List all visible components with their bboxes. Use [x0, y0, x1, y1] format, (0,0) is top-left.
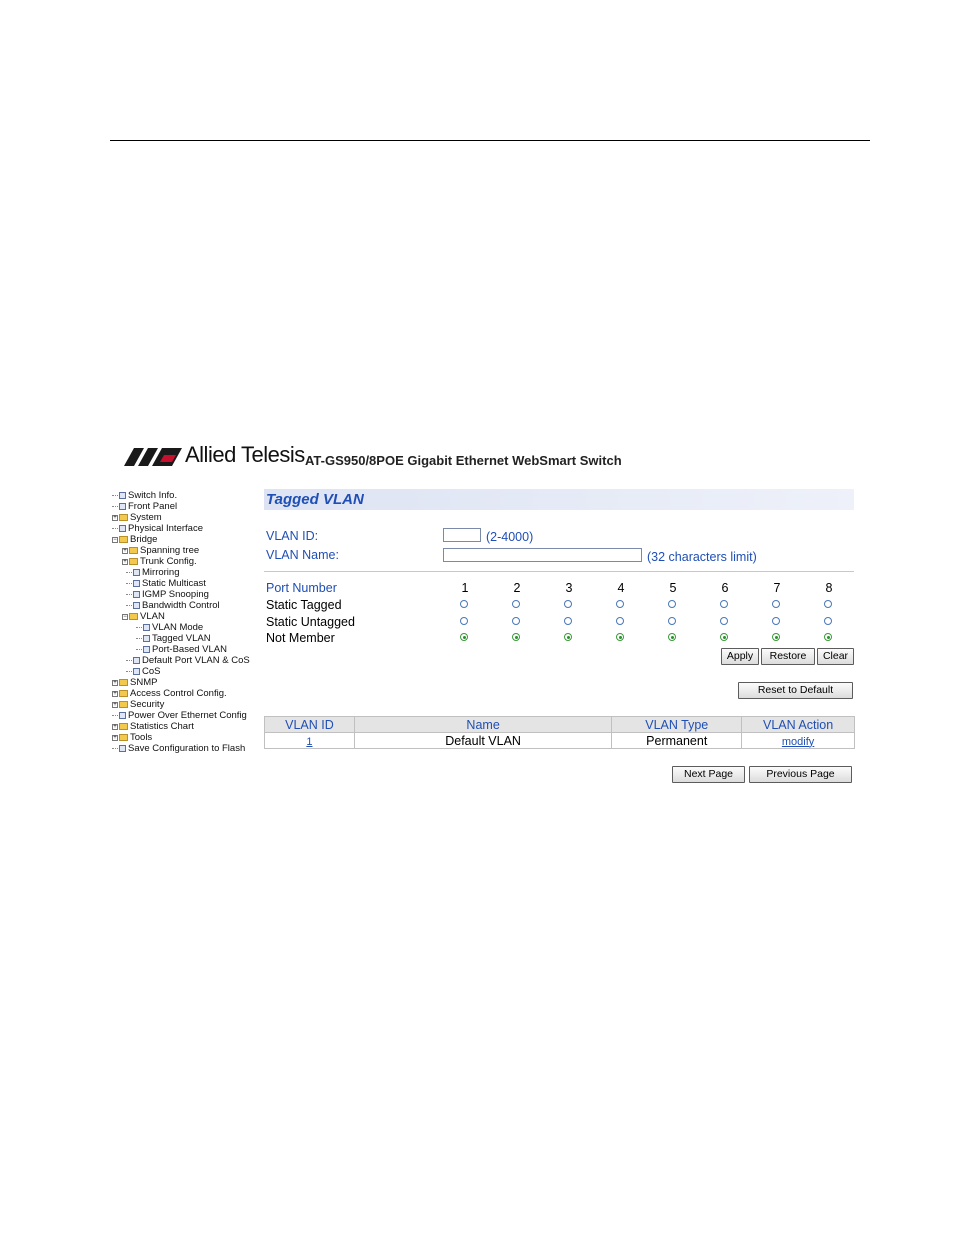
page-icon [133, 657, 140, 664]
radio-port-2-static-tagged[interactable] [512, 600, 520, 608]
reset-to-default-button[interactable]: Reset to Default [738, 682, 853, 699]
radio-port-7-not-member[interactable] [772, 633, 780, 641]
radio-port-3-not-member[interactable] [564, 633, 572, 641]
sidebar-item-tools[interactable]: + Tools [113, 732, 153, 743]
allied-telesis-logo-icon [124, 446, 182, 468]
radio-port-1-not-member[interactable] [460, 633, 468, 641]
port-number-6: 6 [721, 581, 729, 595]
page-icon [133, 602, 140, 609]
radio-port-8-not-member[interactable] [824, 633, 832, 641]
radio-port-8-static-untagged[interactable] [824, 617, 832, 625]
apply-button[interactable]: Apply [721, 648, 759, 665]
sidebar-item-bridge[interactable]: − Bridge [113, 534, 158, 545]
vlan-id-hint: (2-4000) [486, 530, 534, 544]
folder-open-icon [119, 536, 128, 543]
sidebar-item-port-based-vlan[interactable]: Port-Based VLAN [136, 644, 227, 655]
static-untagged-label: Static Untagged [266, 615, 355, 629]
radio-port-7-static-tagged[interactable] [772, 600, 780, 608]
expand-icon[interactable]: + [113, 679, 117, 686]
folder-icon [129, 558, 138, 565]
page-title: Tagged VLAN [266, 491, 364, 508]
sidebar-item-statistics-chart[interactable]: + Statistics Chart [113, 721, 194, 732]
column-header-vlan-id: VLAN ID [265, 717, 355, 733]
page-top-rule [110, 140, 870, 141]
page-icon [133, 580, 140, 587]
radio-port-8-static-tagged[interactable] [824, 600, 832, 608]
sidebar-item-access-control-config[interactable]: + Access Control Config. [113, 688, 227, 699]
sidebar-item-default-port-vlan-cos[interactable]: Default Port VLAN & CoS [126, 655, 250, 666]
folder-icon [119, 723, 128, 730]
page-icon [133, 569, 140, 576]
sidebar-item-vlan-mode[interactable]: VLAN Mode [136, 622, 203, 633]
brand-name: Allied Telesis [185, 442, 305, 467]
column-header-vlan-type: VLAN Type [612, 717, 742, 733]
clear-button[interactable]: Clear [817, 648, 854, 665]
table-header-row [265, 717, 855, 733]
folder-icon [119, 734, 128, 741]
restore-button[interactable]: Restore [761, 648, 815, 665]
folder-icon [119, 514, 128, 521]
page-icon [143, 635, 150, 642]
page-icon [133, 668, 140, 675]
sidebar-item-system[interactable]: + System [113, 512, 162, 523]
port-number-7: 7 [773, 581, 781, 595]
vlan-table [264, 716, 855, 749]
radio-port-6-static-tagged[interactable] [720, 600, 728, 608]
radio-port-6-not-member[interactable] [720, 633, 728, 641]
radio-port-6-static-untagged[interactable] [720, 617, 728, 625]
collapse-icon[interactable]: − [123, 613, 127, 620]
radio-port-2-static-untagged[interactable] [512, 617, 520, 625]
next-page-button[interactable]: Next Page [672, 766, 745, 783]
port-number-label: Port Number [266, 581, 337, 595]
radio-port-4-static-tagged[interactable] [616, 600, 624, 608]
radio-port-4-not-member[interactable] [616, 633, 624, 641]
page-icon [119, 503, 126, 510]
port-number-1: 1 [461, 581, 469, 595]
expand-icon[interactable]: + [123, 558, 127, 565]
radio-port-2-not-member[interactable] [512, 633, 520, 641]
sidebar-item-vlan[interactable]: − VLAN [123, 611, 165, 622]
port-number-2: 2 [513, 581, 521, 595]
radio-port-3-static-untagged[interactable] [564, 617, 572, 625]
sidebar-item-spanning-tree[interactable]: + Spanning tree [123, 545, 200, 556]
radio-port-1-static-tagged[interactable] [460, 600, 468, 608]
not-member-label: Not Member [266, 631, 335, 645]
sidebar-item-bandwidth-control[interactable]: Bandwidth Control [126, 600, 220, 611]
sidebar-item-igmp-snooping[interactable]: IGMP Snooping [126, 589, 209, 600]
folder-icon [129, 547, 138, 554]
page-icon [143, 624, 150, 631]
radio-port-4-static-untagged[interactable] [616, 617, 624, 625]
vlan-type-cell: Permanent [612, 733, 742, 749]
previous-page-button[interactable]: Previous Page [749, 766, 852, 783]
sidebar-item-physical-interface[interactable]: Physical Interface [112, 523, 203, 534]
folder-icon [119, 679, 128, 686]
radio-port-7-static-untagged[interactable] [772, 617, 780, 625]
sidebar-item-switch-info[interactable]: Switch Info. [112, 490, 177, 501]
sidebar-item-front-panel[interactable]: Front Panel [112, 501, 177, 512]
folder-icon [119, 690, 128, 697]
page-icon [119, 745, 126, 752]
vlan-id-input[interactable] [443, 528, 481, 542]
column-header-name: Name [354, 717, 611, 733]
page-icon [119, 712, 126, 719]
sidebar-item-snmp[interactable]: + SNMP [113, 677, 158, 688]
radio-port-5-static-tagged[interactable] [668, 600, 676, 608]
page-icon [119, 492, 126, 499]
page-icon [119, 525, 126, 532]
collapse-icon[interactable]: − [113, 536, 117, 543]
port-number-3: 3 [565, 581, 573, 595]
sidebar-item-security[interactable]: + Security [113, 699, 165, 710]
radio-port-3-static-tagged[interactable] [564, 600, 572, 608]
radio-port-5-not-member[interactable] [668, 633, 676, 641]
radio-port-5-static-untagged[interactable] [668, 617, 676, 625]
sidebar-item-static-multicast[interactable]: Static Multicast [126, 578, 206, 589]
vlan-name-hint: (32 characters limit) [647, 550, 757, 564]
vlan-name-label: VLAN Name: [266, 548, 339, 562]
column-header-vlan-action: VLAN Action [742, 717, 855, 733]
sidebar-item-trunk-config[interactable]: + Trunk Config. [123, 556, 197, 567]
folder-open-icon [129, 613, 138, 620]
form-separator [264, 571, 854, 572]
static-tagged-label: Static Tagged [266, 598, 342, 612]
sidebar-item-mirroring[interactable]: Mirroring [126, 567, 179, 578]
expand-icon[interactable]: + [113, 734, 117, 741]
sidebar-item-tagged-vlan[interactable]: Tagged VLAN [136, 633, 211, 644]
folder-icon [119, 701, 128, 708]
expand-icon[interactable]: + [113, 690, 117, 697]
radio-port-1-static-untagged[interactable] [460, 617, 468, 625]
port-number-5: 5 [669, 581, 677, 595]
expand-icon[interactable]: + [123, 547, 127, 554]
vlan-id-label: VLAN ID: [266, 529, 319, 543]
table-row [265, 733, 855, 749]
vlan-name-cell: Default VLAN [354, 733, 611, 749]
expand-icon[interactable]: + [113, 701, 117, 708]
port-number-4: 4 [617, 581, 625, 595]
sidebar-item-cos[interactable]: CoS [126, 666, 160, 677]
page-icon [143, 646, 150, 653]
product-name: AT-GS950/8POE Gigabit Ethernet WebSmart Switch [305, 453, 622, 468]
sidebar-item-poe-config[interactable]: Power Over Ethernet Config [112, 710, 247, 721]
expand-icon[interactable]: + [113, 514, 117, 521]
vlan-id-link[interactable]: 1 [306, 735, 313, 748]
page-icon [133, 591, 140, 598]
port-number-8: 8 [825, 581, 833, 595]
expand-icon[interactable]: + [113, 723, 117, 730]
sidebar-item-save-configuration[interactable]: Save Configuration to Flash [112, 743, 245, 754]
vlan-name-input[interactable] [443, 548, 642, 562]
modify-link[interactable]: modify [781, 735, 815, 748]
